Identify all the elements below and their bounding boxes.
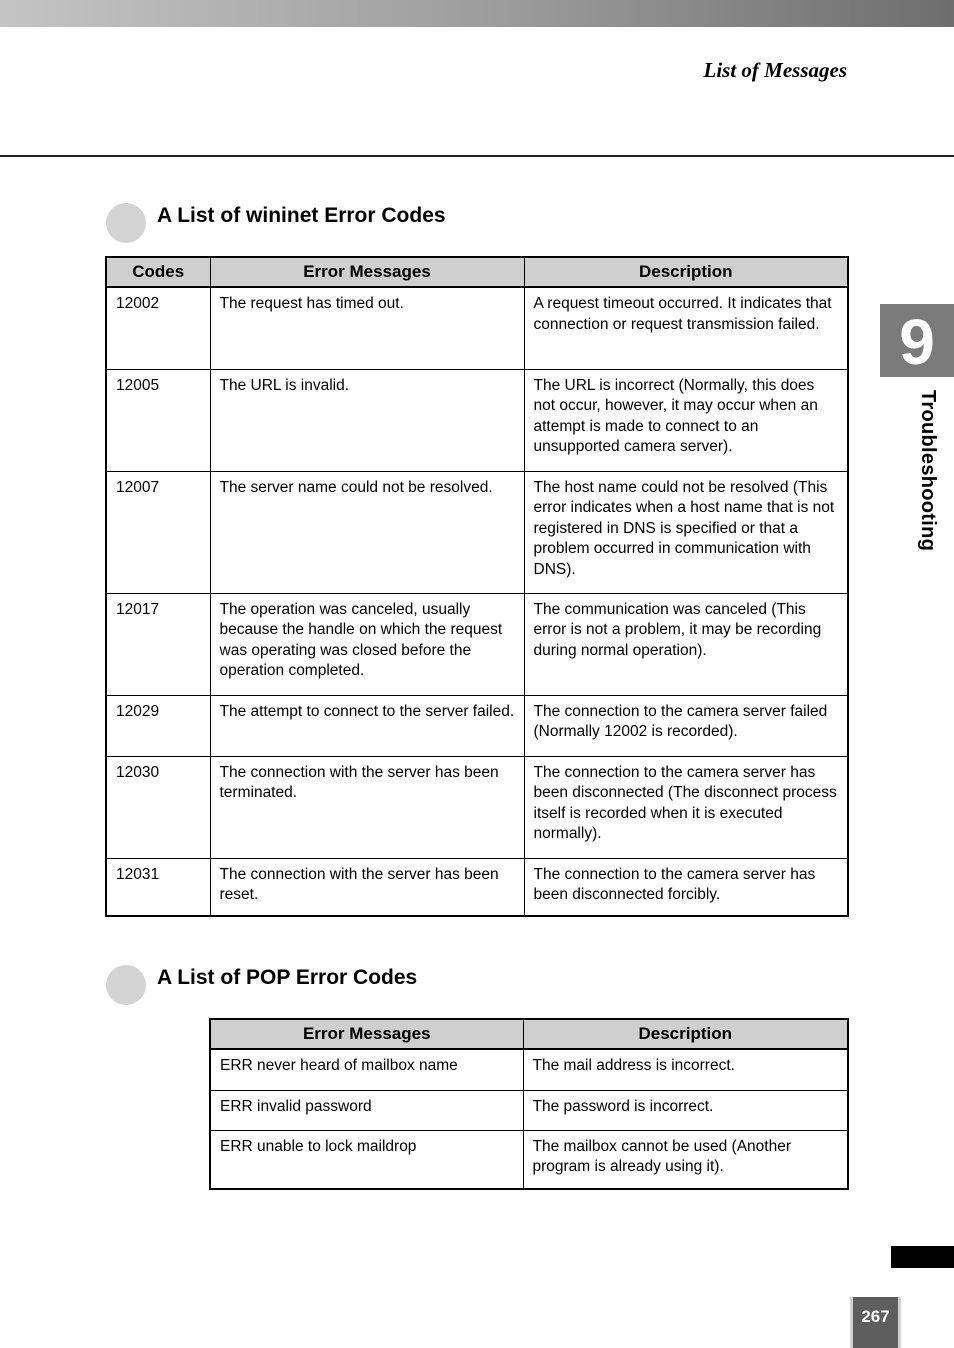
column-header-description: Description: [524, 257, 848, 287]
message-cell: The connection with the server has been reset.: [210, 858, 524, 916]
code-cell: 12030: [106, 756, 210, 858]
wininet-error-table: [105, 256, 849, 917]
page-number: 267: [853, 1297, 898, 1348]
code-cell: 12031: [106, 858, 210, 916]
message-cell: The server name could not be resolved.: [210, 471, 524, 593]
message-cell: The URL is invalid.: [210, 369, 524, 471]
header-bar: [0, 0, 954, 27]
message-cell: The connection with the server has been terminated.: [210, 756, 524, 858]
message-cell: ERR invalid password: [210, 1090, 523, 1130]
description-cell: The connection to the camera server has been disconnected (The disconnect process itself is recorded when it is executed normally).: [524, 756, 848, 858]
message-cell: ERR unable to lock maildrop: [210, 1130, 523, 1189]
description-cell: The mailbox cannot be used (Another program is already using it).: [523, 1130, 848, 1189]
table-row: [106, 695, 848, 756]
section-bullet-icon: [106, 203, 146, 243]
column-header-description: Description: [523, 1019, 848, 1049]
code-cell: 12017: [106, 593, 210, 695]
chapter-label: Troubleshooting: [917, 390, 939, 552]
table-row: [210, 1049, 848, 1090]
table-row: [210, 1130, 848, 1189]
description-cell: A request timeout occurred. It indicates that connection or request transmission failed.: [524, 287, 848, 369]
page-header-title: List of Messages: [703, 58, 847, 82]
chapter-number: 9: [899, 306, 935, 378]
description-cell: The connection to the camera server failed (Normally 12002 is recorded).: [524, 695, 848, 756]
column-header-codes: Codes: [106, 257, 210, 287]
message-cell: The operation was canceled, usually because the handle on which the request was operating was closed before the operation completed.: [210, 593, 524, 695]
side-marker: [891, 1246, 954, 1268]
table-row: [106, 858, 848, 916]
table-header-row: [106, 257, 848, 287]
message-cell: The request has timed out.: [210, 287, 524, 369]
column-header-error-messages: Error Messages: [210, 257, 524, 287]
section-title-wininet: A List of wininet Error Codes: [157, 204, 446, 227]
description-cell: The password is incorrect.: [523, 1090, 848, 1130]
description-cell: The URL is incorrect (Normally, this does not occur, however, it may occur when an attempt is made to connect to an unsupported camera server).: [524, 369, 848, 471]
table-row: [106, 287, 848, 369]
description-cell: The connection to the camera server has been disconnected forcibly.: [524, 858, 848, 916]
code-cell: 12002: [106, 287, 210, 369]
code-cell: 12029: [106, 695, 210, 756]
description-cell: The communication was canceled (This error is not a problem, it may be recording during normal operation).: [524, 593, 848, 695]
column-header-error-messages: Error Messages: [210, 1019, 523, 1049]
table-header-row: [210, 1019, 848, 1049]
section-title-pop: A List of POP Error Codes: [157, 966, 418, 989]
table-row: [210, 1090, 848, 1130]
table-row: [106, 471, 848, 593]
code-cell: 12007: [106, 471, 210, 593]
section-bullet-icon: [106, 965, 146, 1005]
pop-error-table: [209, 1018, 849, 1190]
message-cell: ERR never heard of mailbox name: [210, 1049, 523, 1090]
table-row: [106, 756, 848, 858]
code-cell: 12005: [106, 369, 210, 471]
message-cell: The attempt to connect to the server failed.: [210, 695, 524, 756]
description-cell: The host name could not be resolved (This error indicates when a host name that is not registered in DNS is specified or that a problem occurred in communication with DNS).: [524, 471, 848, 593]
description-cell: The mail address is incorrect.: [523, 1049, 848, 1090]
table-row: [106, 369, 848, 471]
table-row: [106, 593, 848, 695]
header-rule: [0, 155, 954, 157]
